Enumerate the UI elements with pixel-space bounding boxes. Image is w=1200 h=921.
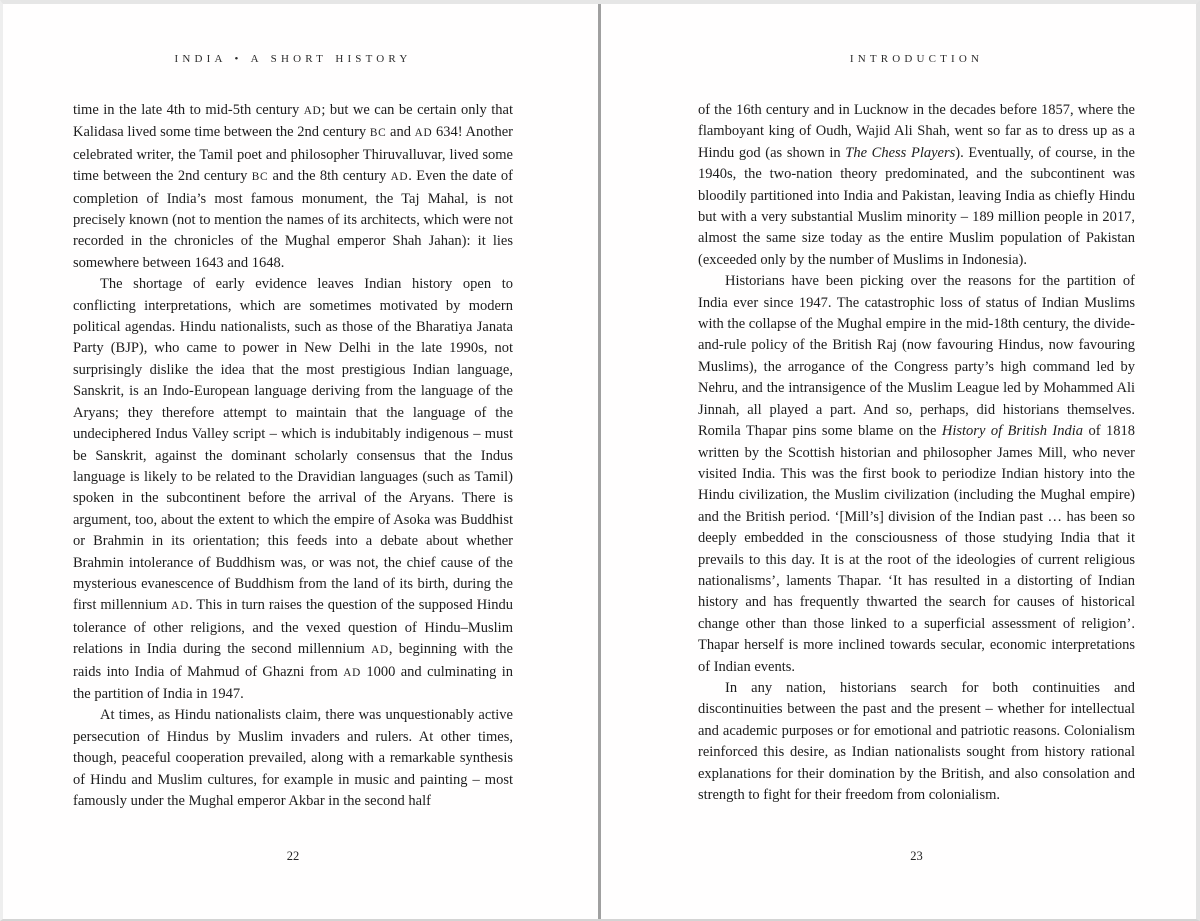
text-run-smallcaps: AD <box>371 644 389 657</box>
text-column-left <box>73 4 513 919</box>
paragraph <box>698 678 1135 806</box>
text-run-smallcaps: AD <box>414 127 433 140</box>
text-run: time in the late 4th to mid-5th century <box>73 102 304 118</box>
text-run: Historians have been picking over the reasons for the partition of India ever since 1947. The catastrophic loss of status of Indian Muslims with the collapse of the Mughal empire in the mid-18th century, the divide-and-rule policy of the British Raj (now favouring Hindus, now favouring Muslims), the arrogance of the Congress party’s high command led by Nehru, and the intransigence of the Muslim League led by Mohammed Ali Jinnah, all played a part. And so, perhaps, did historians themselves. Romila Thapar pins some blame on the <box>698 273 1135 440</box>
text-run-smallcaps: AD <box>390 171 409 184</box>
text-run: . This in turn raises the question of the supposed Hindu tolerance of other religions, and the vexed question of Hindu–Muslim relations in India during the second millennium <box>73 597 514 658</box>
running-head-right: INTRODUCTION <box>849 53 984 65</box>
running-head-left: INDIA • A SHORT HISTORY <box>174 53 412 65</box>
page-left <box>3 4 598 919</box>
page-number-left: 22 <box>286 849 300 863</box>
text-run-smallcaps: BC <box>369 127 387 140</box>
paragraph <box>698 100 1135 271</box>
text-run-smallcaps: AD <box>343 666 361 679</box>
text-run-italic: History of British India <box>941 423 1084 440</box>
page-body-left <box>73 100 513 812</box>
paragraph <box>73 705 513 812</box>
text-column-right <box>698 4 1135 919</box>
text-run: , beginning with the raids into India of Mahmud of Ghazni from <box>73 641 513 680</box>
paragraph <box>698 271 1135 678</box>
paragraph <box>73 274 513 705</box>
text-run-smallcaps: AD <box>303 105 322 117</box>
text-run-italic: The Chess Players <box>845 144 956 161</box>
page-number-right: 23 <box>910 849 923 863</box>
text-run: 634! Another celebrated writer, the Tamil poet and philosopher Thiruvalluvar, lived some time between the 2nd century <box>73 124 514 185</box>
text-run-smallcaps: AD <box>171 600 189 613</box>
paragraph <box>73 100 513 274</box>
text-run: of the 16th century and in Lucknow in the decades before 1857, where the flamboyant king of Oudh, Wajid Ali Shah, went so far as to dress up as a Hindu god (as shown in <box>698 102 1135 161</box>
text-run: . Even the date of completion of India’s most famous monument, the Taj Mahal, is not precisely known (not to mention the names of its architects, which were not recorded in the chronicles of the Mughal emperor Shah Jahan): it lies somewhere between 1643 and 1648. <box>73 168 513 271</box>
text-run: The shortage of early evidence leaves Indian history open to conflicting interpretations, which are sometimes motivated by modern political agendas. Hindu nationalists, such as those of the Bharatiya Janata Party (BJP), who came to power in New Delhi in the late 1990s, not surprisingly dislike the idea that the most prestigious Indian language, Sanskrit, is an Indo-European language deriving from the language of the Aryans; they therefore attempt to maintain that the language of the undeciphered Indus Valley script – which is indubitably indigenous – must be Sanskrit, against the dominant scholarly consensus that the Indus language is likely to be related to the Dravidian languages (such as Tamil) spoken in the subcontinent before the arrival of the Aryans. There is argument, too, about the extent to which the empire of Asoka was Buddhist or Brahmin in its orientation; this feeds into a debate about whether Brahmin intolerance of Buddhism was, or was not, the chief cause of the mysterious evanescence of Buddhism from the land of its birth, during the first millennium <box>73 276 513 614</box>
text-run: In any nation, historians search for both continuities and discontinuities between the past and the present – whether for intellectual and academic purposes or for emotional and patriotic reasons. Colonialism reinforced this desire, as Indian nationalists sought from history rational explanations for their domination by the British, and also consolation and strength to fight for their freedom from colonialism. <box>698 679 1135 803</box>
text-run: ). Eventually, of course, in the 1940s, the two-nation theory predominated, and the subcontinent was bloodily partitioned into India and Pakistan, leaving India as chiefly Hindu but with a very substantial Muslim minority – 189 million people in 2017, almost the same size today as the entire Muslim population of Pakistan (exceeded only by the number of Muslims in Indonesia). <box>698 144 1135 268</box>
text-run: 1000 and culminating in the partition of India in 1947. <box>73 663 514 702</box>
text-run: ; but we can be certain only that Kalidasa lived some time between the 2nd century <box>73 102 513 141</box>
text-run: and the 8th century <box>268 168 391 185</box>
text-run-smallcaps: BC <box>251 171 269 184</box>
text-run: of 1818 written by the Scottish historian and philosopher James Mill, who never visited India. This was the first book to periodize Indian history into the Hindu civilization, the Muslim civilization (including the Mughal empire) and the British period. ‘[Mill’s] division of the Indian past … has been so deeply embedded in the consciousness of those studying India that it prevails to this day. It is at the root of the ideologies of current religious nationalisms’, laments Thapar. ‘It has resulted in a distorting of Indian history and has frequently thwarted the search for causes of historical change other than those linked to a superficial assessment of religion’. Thapar herself is more inclined towards secular, economic interpretations of Indian events. <box>698 423 1135 675</box>
text-run: At times, as Hindu nationalists claim, there was unquestionably active persecution of Hindus by Muslim invaders and rulers. At other times, though, peaceful cooperation prevailed, along with a remarkable synthesis of Hindu and Muslim cultures, for example in music and painting – most famously under the Mughal emperor Akbar in the second half <box>73 707 513 809</box>
page-right <box>601 4 1196 919</box>
page-body-right <box>698 100 1135 806</box>
text-run: and <box>386 124 415 141</box>
